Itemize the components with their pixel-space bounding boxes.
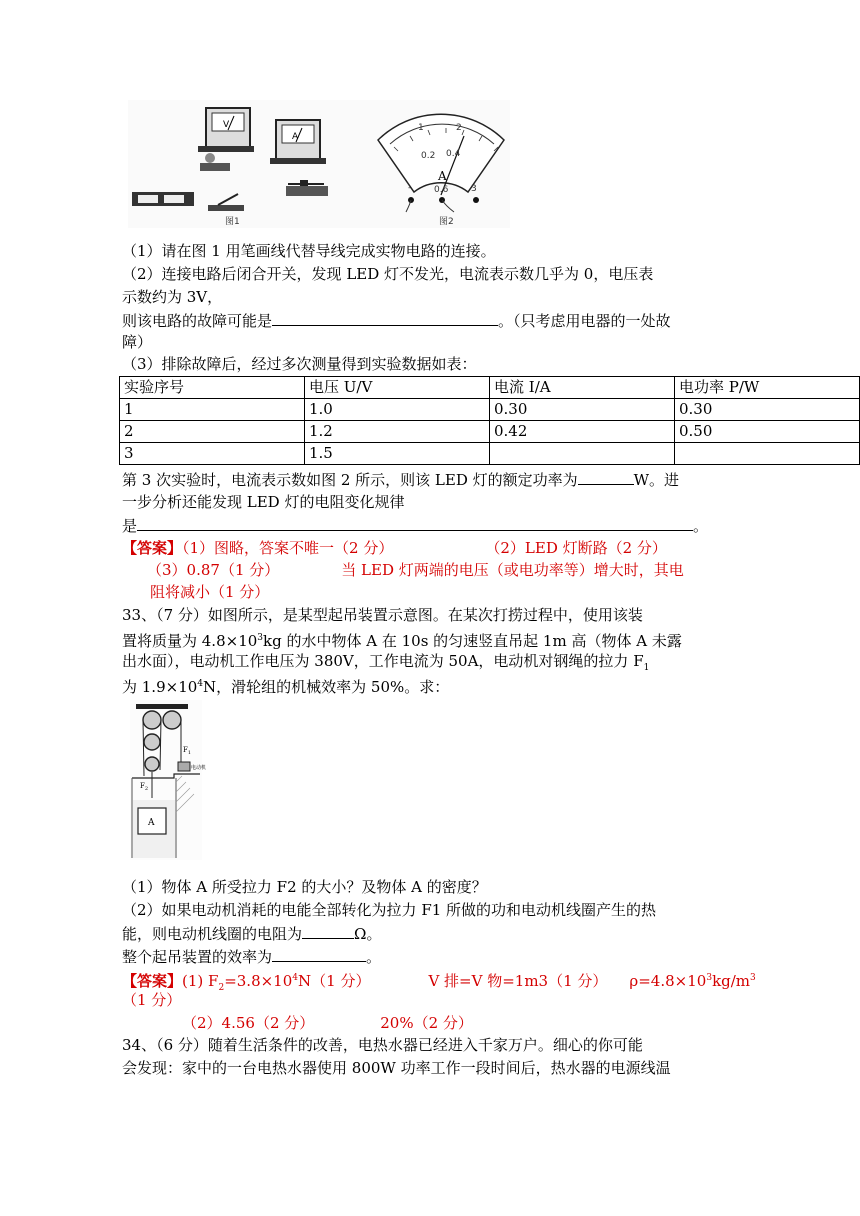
answer-text: kg/m xyxy=(712,972,751,990)
text: 则该电路的故障可能是 xyxy=(122,312,273,330)
table-cell: 2 xyxy=(120,421,305,443)
subscript: 2 xyxy=(218,983,225,993)
table-cell: 1.2 xyxy=(305,421,490,443)
text: W。进 xyxy=(633,471,680,489)
table-header-cell: 电功率 P/W xyxy=(675,377,860,399)
table-cell[interactable] xyxy=(490,443,675,465)
fig2-label: 图2 xyxy=(439,217,454,227)
table-cell: 0.50 xyxy=(675,421,860,443)
table-cell: 0.42 xyxy=(490,421,675,443)
answer-tag: 【答案】 xyxy=(122,972,183,990)
fig1-label: 图1 xyxy=(225,217,240,227)
q33-line1: 33、（7 分）如图所示，是某型起吊装置示意图。在某次打捞过程中，使用该装 xyxy=(122,606,643,624)
text: 能，则电动机线圈的电阻为 xyxy=(122,925,303,943)
answer-text: ρ=4.8×10 xyxy=(629,972,707,990)
force-f2-label: $F_2$ xyxy=(140,782,149,792)
answer-tag: 【答案】 xyxy=(122,539,183,557)
answer-text: N（1 分） xyxy=(298,972,371,990)
block-a-label: A xyxy=(148,818,155,828)
table-cell: 1.0 xyxy=(305,399,490,421)
table-header-cell: 电流 I/A xyxy=(490,377,675,399)
superscript: 3 xyxy=(706,973,713,983)
q32-answer-line3: 阻将减小（1 分） xyxy=(150,583,270,601)
q32-answer-line2 xyxy=(147,559,684,581)
superscript: 3 xyxy=(750,973,756,983)
subscript: 1 xyxy=(643,663,650,673)
data-table xyxy=(119,376,860,465)
dial-scale-label: 0.4 xyxy=(446,149,461,159)
table-cell: 0.30 xyxy=(675,399,860,421)
superscript: 3 xyxy=(257,633,264,643)
q33-question3 xyxy=(122,945,381,968)
q32-part1: （1）请在图 1 用笔画线代替导线完成实物电路的连接。 xyxy=(122,242,496,260)
dial-scale-label: 1 xyxy=(418,123,424,133)
circuit-figures xyxy=(128,100,510,228)
table-row xyxy=(120,443,860,465)
text: 出水面），电动机工作电压为 380V，工作电流为 50A，电动机对钢绳的拉力 F xyxy=(122,652,644,670)
table-cell[interactable] xyxy=(675,443,860,465)
text: kg 的水中物体 A 在 10s 的匀速竖直吊起 1m 高（物体 A 未露 xyxy=(263,632,682,650)
voltmeter-image xyxy=(198,108,254,152)
svg-text:V: V xyxy=(223,120,230,130)
answer-text: （3）0.87（1 分） xyxy=(147,561,280,579)
answer-text: （2）4.56（2 分） xyxy=(182,1014,315,1032)
answer-text: (1) F xyxy=(182,972,219,990)
terminal-label: 3 xyxy=(471,184,477,194)
q32-part3: （3）排除故障后，经过多次测量得到实验数据如表： xyxy=(122,355,477,373)
table-cell: 1.5 xyxy=(305,443,490,465)
text: 置将质量为 4.8×10 xyxy=(122,632,258,650)
answer-text: 当 LED 灯两端的电压（或电功率等）增大时，其电 xyxy=(341,561,684,579)
text: 。 xyxy=(366,948,382,966)
q34-line2: 会发现：家中的一台电热水器使用 800W 功率工作一段时间后，热水器的电源线温 xyxy=(122,1059,671,1077)
q32-after-line2: 一步分析还能发现 LED 灯的电阻变化规律 xyxy=(122,493,405,511)
answer-text: （1）图略，答案不唯一（2 分） xyxy=(182,539,394,557)
answer-text: V 排=V 物=1m3（1 分） xyxy=(428,972,608,990)
q33-question2-line1: （2）如果电动机消耗的电能全部转化为拉力 F1 所做的功和电动机线圈产生的热 xyxy=(122,901,657,919)
table-header-cell: 电压 U/V xyxy=(305,377,490,399)
table-header-cell: 实验序号 xyxy=(120,377,305,399)
answer-blank[interactable] xyxy=(302,922,354,939)
text: 。 xyxy=(693,517,709,535)
svg-text:A: A xyxy=(292,132,299,142)
ammeter-image xyxy=(270,120,326,164)
q32-part2-line4: 障） xyxy=(122,333,153,351)
table-cell: 1 xyxy=(120,399,305,421)
answer-blank[interactable] xyxy=(272,309,498,326)
q32-part2-line1: （2）连接电路后闭合开关，发现 LED 灯不发光，电流表示数几乎为 0，电压表 xyxy=(122,265,654,283)
q33-answer-line1 xyxy=(122,967,756,999)
q32-after-line1 xyxy=(122,468,679,491)
dial-scale-label: 0.2 xyxy=(421,151,436,161)
superscript: 4 xyxy=(197,679,204,689)
table-row xyxy=(120,421,860,443)
dial-scale-label: 2 xyxy=(456,123,462,133)
q32-answer-line1 xyxy=(122,537,667,559)
crane-figure xyxy=(130,700,207,860)
q33-question2-line2 xyxy=(122,922,381,945)
q33-question1: （1）物体 A 所受拉力 F2 的大小？及物体 A 的密度？ xyxy=(122,878,487,896)
text: 整个起吊装置的效率为 xyxy=(122,948,273,966)
table-cell: 0.30 xyxy=(490,399,675,421)
q33-answer-line2: （1 分） xyxy=(122,991,182,1009)
motor-label: 电动机 xyxy=(191,765,207,771)
answer-blank[interactable] xyxy=(578,468,634,485)
superscript: 4 xyxy=(292,973,299,983)
table-cell: 3 xyxy=(120,443,305,465)
table-header-row xyxy=(120,377,860,399)
terminal-label: - xyxy=(408,183,412,193)
text: 是 xyxy=(122,517,138,535)
force-f1-label: $F_1$ xyxy=(183,746,192,756)
text: 第 3 次实验时，电流表示数如图 2 所示，则该 LED 灯的额定功率为 xyxy=(122,471,578,489)
q33-line2 xyxy=(122,627,682,652)
dial-letter: A xyxy=(438,169,447,183)
answer-blank[interactable] xyxy=(137,514,693,531)
q33-line4 xyxy=(122,673,449,698)
q32-after-line3 xyxy=(122,514,708,537)
answer-blank[interactable] xyxy=(272,945,366,962)
q33-answer-line3 xyxy=(182,1012,473,1034)
text: 为 1.9×10 xyxy=(122,678,198,696)
terminal-label: 0.6 xyxy=(434,185,449,195)
q34-line1: 34、（6 分）随着生活条件的改善，电热水器已经进入千家万户。细心的你可能 xyxy=(122,1036,643,1054)
q32-part2-line3 xyxy=(122,309,671,332)
text: Ω。 xyxy=(354,925,382,943)
text: N，滑轮组的机械效率为 50%。求： xyxy=(203,678,450,696)
q32-part2-line2: 示数约为 3V， xyxy=(122,288,223,306)
text: 。（只考虑用电器的一处故 xyxy=(498,312,671,330)
table-row xyxy=(120,399,860,421)
answer-text: （2）LED 灯断路（2 分） xyxy=(485,539,667,557)
answer-text: 20%（2 分） xyxy=(380,1014,473,1032)
answer-text: =3.8×10 xyxy=(224,972,293,990)
